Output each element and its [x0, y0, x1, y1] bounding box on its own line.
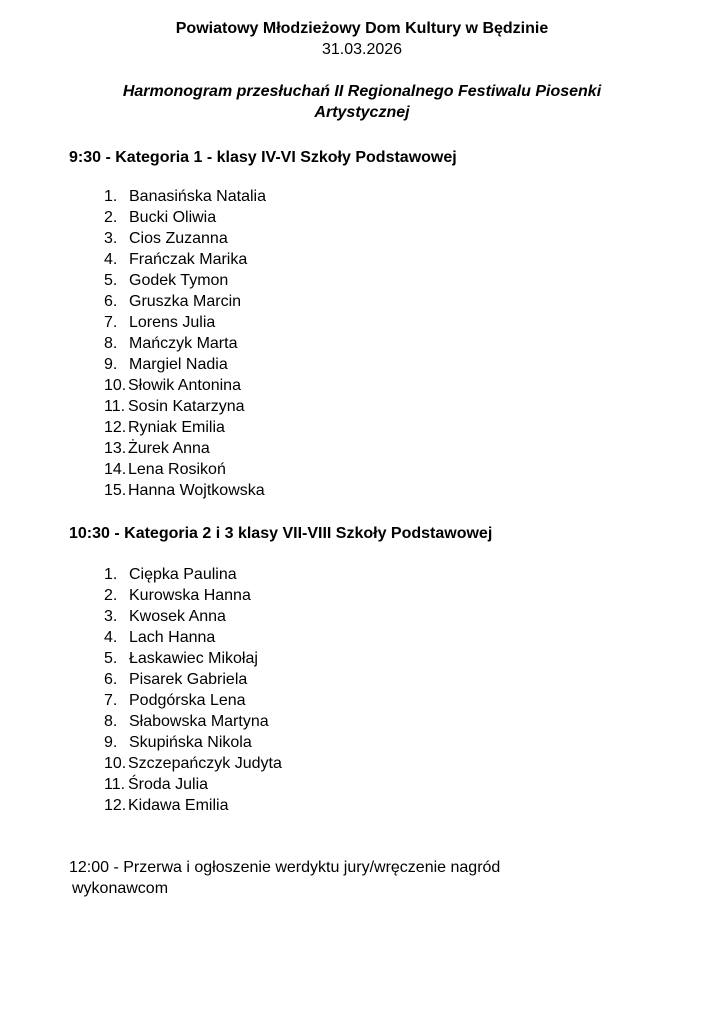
list-item-number: 14. [104, 461, 127, 478]
list-item-number: 1. [104, 188, 118, 205]
list-item-number: 8. [104, 713, 118, 730]
list-item-number: 12. [104, 419, 127, 436]
document-date: 31.03.2026 [321, 41, 403, 58]
footer-note [69, 857, 669, 899]
footer-line-1: 12:00 - Przerwa i ogłoszenie werdyktu jury/wręczenie nagród [69, 859, 501, 876]
list-item-number: 2. [104, 209, 118, 226]
list-item-number: 9. [104, 356, 118, 373]
list-item-number: 2. [104, 587, 118, 604]
list-item-number: 11. [104, 398, 126, 415]
list-item-name: Frańczak Marika [129, 251, 248, 268]
list-item-number: 10. [104, 377, 127, 394]
title-line-1: Harmonogram przesłuchań II Regionalnego Festiwalu Piosenki [122, 83, 602, 100]
list-item-number: 13. [104, 440, 127, 457]
list-item-number: 10. [104, 755, 127, 772]
list-item-name: Lach Hanna [129, 629, 216, 646]
list-item-name: Środa Julia [128, 776, 209, 793]
list-item-name: Banasińska Natalia [129, 188, 266, 205]
list-item-name: Kwosek Anna [129, 608, 226, 625]
list-item-number: 6. [104, 293, 118, 310]
list-item-name: Kidawa Emilia [128, 797, 229, 814]
title-line-2: Artystycznej [314, 104, 410, 121]
document-header [0, 18, 724, 60]
section-2-heading: 10:30 - Kategoria 2 i 3 klasy VII-VIII Szkoły Podstawowej [69, 525, 493, 542]
list-item-name: Żurek Anna [128, 440, 210, 457]
list-item-number: 12. [104, 797, 127, 814]
list-item-number: 4. [104, 251, 118, 268]
list-item-name: Margiel Nadia [129, 356, 228, 373]
list-item-number: 5. [104, 650, 118, 667]
list-item-number: 4. [104, 629, 118, 646]
list-item-number: 9. [104, 734, 118, 751]
list-item-name: Szczepańczyk Judyta [128, 755, 282, 772]
organization-name: Powiatowy Młodzieżowy Dom Kultury w Będzinie [175, 20, 549, 37]
list-item-number: 5. [104, 272, 118, 289]
list-item-name: Mańczyk Marta [129, 335, 238, 352]
list-item-name: Cios Zuzanna [129, 230, 228, 247]
list-item-number: 7. [104, 692, 118, 709]
list-item-name: Gruszka Marcin [129, 293, 242, 310]
list-item-name: Hanna Wojtkowska [128, 482, 265, 499]
footer-line-2: wykonawcom [72, 880, 169, 897]
list-item-name: Bucki Oliwia [129, 209, 217, 226]
section-1-heading: 9:30 - Kategoria 1 - klasy IV-VI Szkoły Podstawowej [69, 149, 457, 166]
document-title [0, 81, 724, 123]
list-item-name: Podgórska Lena [129, 692, 246, 709]
list-item-name: Pisarek Gabriela [129, 671, 248, 688]
list-item-name: Lena Rosikoń [128, 461, 226, 478]
list-item-name: Sosin Katarzyna [128, 398, 245, 415]
list-item-number: 6. [104, 671, 118, 688]
list-item-number: 3. [104, 608, 118, 625]
list-item-name: Słabowska Martyna [129, 713, 269, 730]
list-item-name: Łaskawiec Mikołaj [129, 650, 258, 667]
list-item-number: 11. [104, 776, 126, 793]
list-item-name: Skupińska Nikola [129, 734, 252, 751]
list-item-name: Ciępka Paulina [129, 566, 237, 583]
list-item-name: Słowik Antonina [128, 377, 241, 394]
list-item-name: Kurowska Hanna [129, 587, 251, 604]
list-item-number: 1. [104, 566, 118, 583]
list-item-name: Lorens Julia [129, 314, 216, 331]
list-item-name: Godek Tymon [129, 272, 229, 289]
list-item-name: Ryniak Emilia [128, 419, 225, 436]
list-item-number: 7. [104, 314, 118, 331]
list-item-number: 3. [104, 230, 118, 247]
list-item-number: 8. [104, 335, 118, 352]
list-item-number: 15. [104, 482, 127, 499]
